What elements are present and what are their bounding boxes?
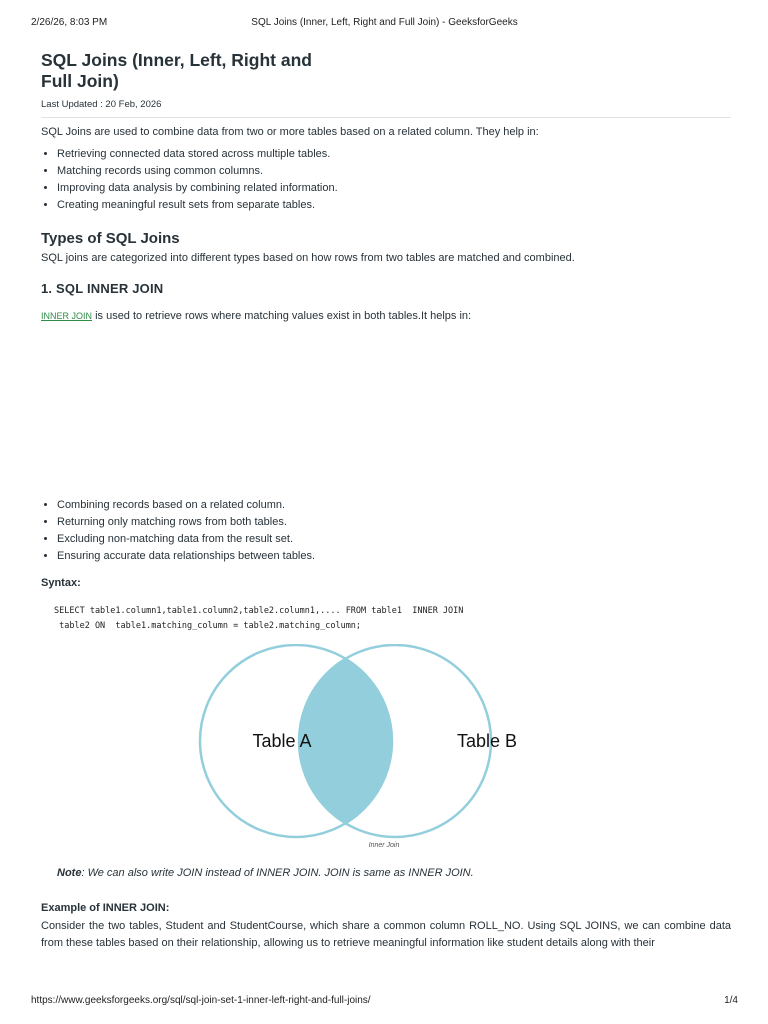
list-item: • Matching records using common columns.: [57, 163, 731, 180]
list-item: • Ensuring accurate data relationships between tables.: [57, 548, 731, 565]
print-header: [31, 17, 738, 31]
title-divider: [41, 117, 731, 118]
intro-list: [41, 146, 731, 214]
inner-join-venn-diagram: [41, 644, 731, 859]
list-item: • Creating meaningful result sets from separate tables.: [57, 197, 731, 214]
inner-join-text: is used to retrieve rows where matching values exist in both tables.It helps in:: [92, 310, 472, 322]
print-page-title: SQL Joins (Inner, Left, Right and Full Join) - GeeksforGeeks: [251, 17, 518, 28]
list-item: • Combining records based on a related column.: [57, 497, 731, 514]
list-item: • Excluding non-matching data from the result set.: [57, 531, 731, 548]
print-url: https://www.geeksforgeeks.org/sql/sql-join-set-1-inner-left-right-and-full-joins/: [31, 995, 371, 1006]
list-item: • Returning only matching rows from both tables.: [57, 514, 731, 531]
intro-paragraph: SQL Joins are used to combine data from two or more tables based on a related column. They help in:: [41, 126, 539, 138]
article: [41, 50, 731, 952]
venn-caption: Inner Join: [368, 842, 400, 849]
syntax-line: SELECT table1.column1,table1.column2,table2.column1,.... FROM table1 INNER JOIN: [54, 606, 464, 616]
syntax-code-block: [54, 604, 731, 634]
example-paragraph: Consider the two tables, Student and StudentCourse, which share a common column ROLL_NO. Using SQL JOINS, we can combine data from these tables based on their relationship, allowing us to retrieve meaningful information like student details along with their: [41, 920, 731, 949]
note-paragraph: [57, 865, 731, 882]
inner-join-link[interactable]: INNER JOIN: [41, 311, 93, 321]
inner-join-paragraph: [41, 308, 731, 325]
venn-label-table-a: Table A: [252, 731, 312, 751]
note-label: Note: [57, 867, 82, 879]
syntax-label: Syntax:: [41, 577, 81, 589]
types-paragraph: SQL joins are categorized into different types based on how rows from two tables are matched and combined.: [41, 252, 575, 264]
inner-join-list: [41, 497, 731, 565]
list-item: • Retrieving connected data stored across multiple tables.: [57, 146, 731, 163]
last-updated: Last Updated : 20 Feb, 2026: [41, 99, 162, 110]
print-datetime: 2/26/26, 8:03 PM: [31, 17, 108, 28]
print-page-number: 1/4: [724, 995, 738, 1006]
venn-label-table-b: Table B: [456, 731, 518, 751]
page-title: SQL Joins (Inner, Left, Right and Full Join): [41, 50, 312, 91]
syntax-line: table2 ON table1.matching_column = table2.matching_column;: [54, 621, 362, 631]
inner-join-heading: 1. SQL INNER JOIN: [41, 281, 164, 296]
list-item: • Improving data analysis by combining related information.: [57, 180, 731, 197]
note-text: : We can also write JOIN instead of INNER JOIN. JOIN is same as INNER JOIN.: [81, 867, 474, 879]
types-heading: Types of SQL Joins: [41, 230, 180, 247]
print-footer: [31, 995, 738, 1006]
example-heading: Example of INNER JOIN:: [41, 902, 170, 914]
